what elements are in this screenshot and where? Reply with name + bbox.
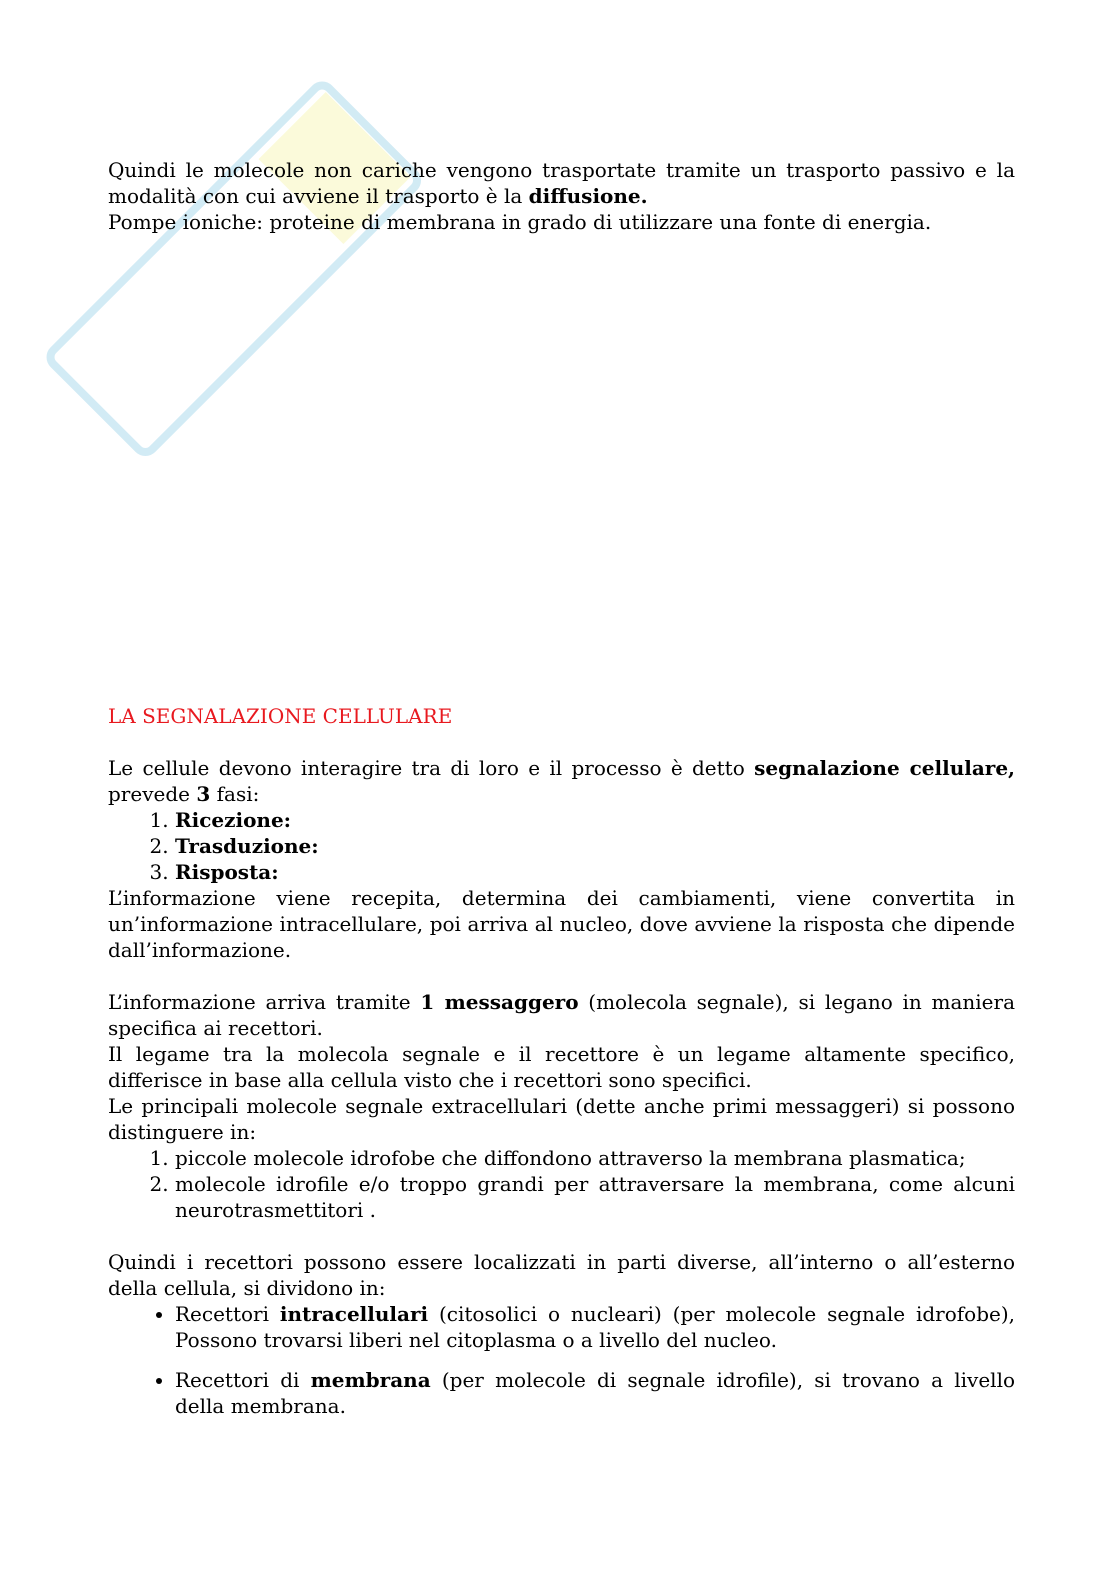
receptors-list xyxy=(108,1301,1015,1419)
phases-list xyxy=(108,807,1015,885)
information-paragraph: L’informazione viene recepita, determina dei cambiamenti, viene convertita in un’informazione intracellulare, poi arriva al nucleo, dove avviene la risposta che dipende dall’informazione. xyxy=(108,886,1015,962)
phase-item: 3. Risposta: xyxy=(175,859,1015,885)
molecules-paragraph: Le principali molecole segnale extracellulari (dette anche primi messaggeri) si possono distinguere in: xyxy=(108,1094,1015,1144)
signaling-intro-paragraph: Le cellule devono interagire tra di loro e il processo è detto segnalazione cellulare, prevede 3 fasi: xyxy=(108,756,1016,806)
document-body xyxy=(108,157,1015,1433)
molecule-item: 1. piccole molecole idrofobe che diffondono attraverso la membrana plasmatica; xyxy=(175,1145,1015,1171)
receptor-item: • Recettori di membrana (per molecole di segnale idrofile), si trovano a livello della membrana. xyxy=(175,1367,1015,1419)
section-title: LA SEGNALAZIONE CELLULARE xyxy=(108,704,453,728)
molecule-item: 2. molecole idrofile e/o troppo grandi per attraversare la membrana, come alcuni neurotrasmettitori . xyxy=(175,1171,1015,1223)
phase-item: 2. Trasduzione: xyxy=(175,833,1015,859)
receptors-paragraph: Quindi i recettori possono essere localizzati in parti diverse, all’interno o all’esterno della cellula, si dividono in: xyxy=(108,1250,1015,1300)
ion-pumps-paragraph: Pompe ioniche: proteine di membrana in grado di utilizzare una fonte di energia. xyxy=(108,210,932,234)
intro-paragraph: Quindi le molecole non cariche vengono trasportate tramite un trasporto passivo e la modalità con cui avviene il trasporto è la diffusione. xyxy=(108,158,1015,208)
bond-paragraph: Il legame tra la molecola segnale e il recettore è un legame altamente specifico, differisce in base alla cellula visto che i recettori sono specifici. xyxy=(108,1042,1015,1092)
phase-item: 1. Ricezione: xyxy=(175,807,1015,833)
receptor-item: • Recettori intracellulari (citosolici o nucleari) (per molecole segnale idrofobe), Possono trovarsi liberi nel citoplasma o a livello del nucleo. xyxy=(175,1301,1015,1353)
molecules-list xyxy=(108,1145,1015,1223)
messenger-paragraph: L’informazione arriva tramite 1 messaggero (molecola segnale), si legano in maniera specifica ai recettori. xyxy=(108,990,1015,1040)
